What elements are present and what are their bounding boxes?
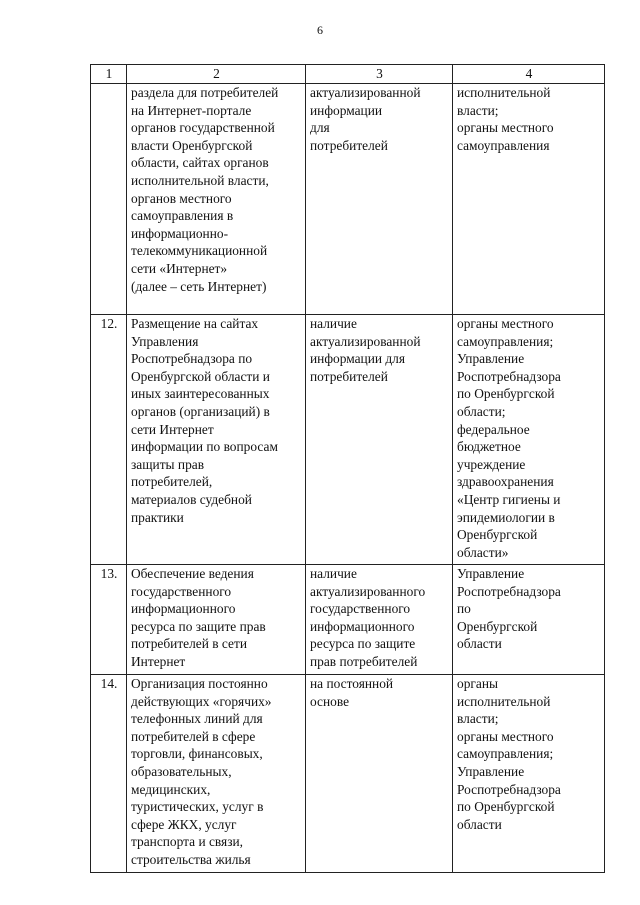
cell-line: органы местного [457, 120, 554, 136]
cell-line: телефонных линий для [131, 711, 263, 727]
row-number [91, 84, 127, 315]
cell-line: образовательных, [131, 763, 232, 779]
row-measure [127, 675, 306, 873]
cell-line: органов (организаций) в [131, 403, 270, 419]
cell-line: практики [131, 509, 184, 525]
cell-line: информационного [131, 601, 236, 617]
page-number: 6 [317, 23, 323, 37]
cell-line: Роспотребнадзора по [131, 351, 253, 367]
row-number: 14. [91, 675, 127, 873]
cell-line: «Центр гигиены и [457, 491, 561, 507]
cell-line: торговли, финансовых, [131, 746, 263, 762]
cell-line: органов местного [131, 190, 232, 206]
cell-line: органы [457, 676, 498, 691]
cell-line: области, сайтах органов [131, 155, 269, 171]
row-indicator [306, 84, 453, 315]
cell-line: по Оренбургской [457, 386, 555, 402]
cell-line: транспорта и связи, [131, 834, 244, 850]
cell-line: на Интернет-портале [131, 102, 252, 118]
row-indicator [306, 315, 453, 565]
cell-line: (далее – сеть Интернет) [131, 278, 267, 294]
cell-line: Управление [457, 763, 525, 779]
measures-table [90, 64, 605, 873]
cell-line: материалов судебной [131, 491, 252, 507]
cell-line: наличие [310, 316, 357, 331]
cell-line: органы местного [457, 728, 554, 744]
cell-line: Оренбургской [457, 527, 538, 543]
cell-line: бюджетное [457, 439, 521, 455]
cell-line: эпидемиологии в [457, 509, 555, 525]
cell-line: здравоохранения [457, 474, 554, 490]
cell-line: власти; [457, 102, 499, 118]
cell-line: Оренбургской области и [131, 368, 270, 384]
cell-line: учреждение [457, 456, 526, 472]
cell-line: государственного [310, 601, 411, 617]
cell-line: информации для [310, 351, 406, 367]
cell-line: сфере ЖКХ, услуг [131, 816, 237, 832]
cell-line: на постоянной [310, 676, 394, 691]
row-number: 12. [91, 315, 127, 565]
cell-line: телекоммуникационной [131, 243, 268, 259]
row-responsible [453, 675, 605, 873]
header-col-1: 1 [91, 65, 127, 84]
cell-line: потребителей [310, 137, 388, 153]
cell-line: действующих «горячих» [131, 693, 272, 709]
header-col-3: 3 [306, 65, 453, 84]
table-row [91, 315, 605, 565]
cell-line: актуализированной [310, 85, 421, 100]
cell-line: иных заинтересованных [131, 386, 270, 402]
row-indicator [306, 565, 453, 675]
cell-line: Организация постоянно [131, 676, 268, 691]
row-responsible [453, 84, 605, 315]
cell-line: области [457, 816, 502, 832]
row-measure [127, 84, 306, 315]
table-row [91, 84, 605, 315]
cell-line: самоуправления [457, 137, 550, 153]
cell-line: Управления [131, 333, 199, 349]
cell-line: сети «Интернет» [131, 260, 228, 276]
cell-line: медицинских, [131, 781, 211, 797]
cell-line: информационного [310, 618, 415, 634]
cell-line: исполнительной [457, 85, 551, 100]
cell-line: актуализированного [310, 583, 426, 599]
row-responsible [453, 565, 605, 675]
cell-line: потребителей в сети [131, 636, 247, 652]
table-row [91, 675, 605, 873]
cell-line: исполнительной [457, 693, 551, 709]
cell-line: туристических, услуг в [131, 799, 264, 815]
cell-line: государственного [131, 583, 232, 599]
cell-line: Интернет [131, 653, 186, 669]
cell-line: Размещение на сайтах [131, 316, 259, 331]
cell-line: органов государственной [131, 120, 275, 136]
cell-line: ресурса по защите прав [131, 618, 266, 634]
cell-line: потребителей [310, 368, 388, 384]
cell-line: органы местного [457, 316, 554, 331]
cell-line: области» [457, 544, 509, 560]
cell-line: федеральное [457, 421, 530, 437]
cell-line: сети Интернет [131, 421, 214, 437]
row-number: 13. [91, 565, 127, 675]
header-col-4: 4 [453, 65, 605, 84]
cell-line: информации для [310, 102, 383, 136]
cell-line: исполнительной власти, [131, 172, 269, 188]
cell-line: Роспотребнадзора [457, 781, 561, 797]
cell-line: потребителей, [131, 474, 213, 490]
cell-line: Роспотребнадзора [457, 368, 561, 384]
cell-line: информационно- [131, 225, 229, 241]
table-row [91, 565, 605, 675]
cell-line: самоуправления; [457, 746, 554, 762]
cell-line: области [457, 636, 502, 652]
cell-line: по Оренбургской [457, 601, 538, 634]
row-measure [127, 315, 306, 565]
cell-line: раздела для потребителей [131, 85, 279, 100]
header-col-2: 2 [127, 65, 306, 84]
cell-line: прав потребителей [310, 653, 418, 669]
cell-line: Обеспечение ведения [131, 566, 254, 581]
cell-line: власти; [457, 711, 499, 727]
cell-line: области; [457, 403, 506, 419]
cell-line: основе [310, 693, 350, 709]
row-responsible [453, 315, 605, 565]
cell-line: потребителей в сфере [131, 728, 256, 744]
cell-line: по Оренбургской [457, 799, 555, 815]
cell-line: самоуправления в [131, 208, 234, 224]
cell-line: самоуправления; [457, 333, 554, 349]
row-measure [127, 565, 306, 675]
cell-line: Управление [457, 566, 525, 581]
cell-line: Управление [457, 351, 525, 367]
row-indicator [306, 675, 453, 873]
cell-line: наличие [310, 566, 357, 581]
cell-line: актуализированной [310, 333, 421, 349]
cell-line: Роспотребнадзора [457, 583, 561, 599]
cell-line: информации по вопросам [131, 439, 278, 455]
cell-line: ресурса по защите [310, 636, 416, 652]
cell-line: власти Оренбургской [131, 137, 253, 153]
table-header-row [91, 65, 605, 84]
cell-line: защиты прав [131, 456, 205, 472]
cell-line: строительства жилья [131, 851, 251, 867]
